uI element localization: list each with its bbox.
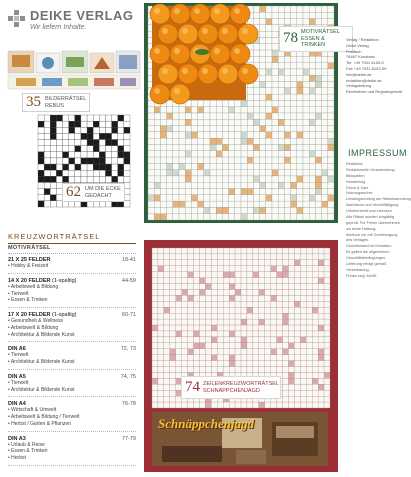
contact-line: info@deike.de — [346, 71, 372, 77]
page-number: 74 — [185, 379, 200, 395]
category-name: 14 X 20 FELDER — [8, 277, 51, 284]
oranges-photo — [152, 6, 246, 100]
category-pages: 74, 75 — [120, 373, 136, 380]
contact-line: Postfach — [346, 48, 362, 54]
impressum-line: Gerichtsstand ist Konstanz. — [346, 244, 393, 249]
page-label-line: ZEILENKREUZWORTRÄTSEL — [203, 380, 279, 387]
impressum-line: Redaktionelle Verantwortung — [346, 167, 395, 172]
impressum-line: Lieferung erfolgt gemäß — [346, 261, 387, 266]
category-subitem: • Arbeitswelt & Bildung / Tierwelt — [8, 414, 80, 420]
page-label-line: ESSEN & TRINKEN — [301, 35, 326, 49]
page-label-line: REBUS — [45, 102, 64, 109]
page-number: 62 — [66, 184, 81, 200]
impressum-line: wir keine Haftung. — [346, 226, 377, 231]
impressum-line: Vereinbarung. — [346, 267, 370, 272]
impressum-line: Urheberrecht und Lizenzen — [346, 209, 392, 213]
page-label-motivraetsel[interactable] — [279, 26, 353, 52]
impressum-line: Alle Rätsel wurden sorgfältig — [346, 214, 395, 219]
category-pages: 60-71 — [121, 312, 136, 318]
category-item[interactable] — [8, 436, 136, 466]
category-subitem: • Arbeitswelt & Bildung — [8, 324, 59, 331]
bargain-photo — [152, 412, 328, 466]
impressum-line: Abdruck nur mit Genehmigung — [346, 232, 398, 237]
category-subitem: • Tierwelt — [8, 352, 29, 359]
category-pages: 77-79 — [121, 435, 136, 442]
category-subitem: • Tierwelt — [8, 379, 29, 386]
contact-line: Tel. +49 7531 8153-0 — [346, 60, 384, 66]
page-number: 35 — [26, 94, 41, 110]
category-subitem: • Herbst / Garten & Pflanzen — [8, 420, 71, 427]
page-label-zeilenkreuzwort[interactable] — [181, 376, 281, 399]
contact-line: Verlagsleitung — [346, 83, 372, 89]
page-label-line: BILDERRÄTSEL — [45, 96, 87, 103]
contact-line: Verlag / Redaktion — [346, 37, 379, 42]
category-item[interactable] — [8, 401, 136, 431]
page-label-line: MOTIVRÄTSEL — [301, 29, 340, 35]
page-label-line: UM DIE ECKE — [85, 186, 121, 193]
contact-line: Rechtsform und Registergericht — [346, 89, 403, 95]
page-label-um-die-ecke[interactable] — [62, 183, 125, 202]
category-subitem: • Essen & Trinken — [8, 297, 48, 304]
contact-line: Fax +49 7531 8153-99 — [346, 65, 387, 71]
category-listing — [8, 245, 136, 470]
impressum-line: Redaktion — [346, 162, 364, 166]
section-title: KREUZWORTRÄTSEL — [8, 232, 136, 244]
category-note: (1-spaltig) — [52, 277, 77, 284]
category-pages: 18-41 — [121, 257, 136, 263]
impressum-line: Nutzungsrechte — [346, 191, 373, 196]
category-name: DIN A4 — [8, 401, 26, 408]
category-pages: 76-78 — [121, 401, 136, 408]
category-name: DIN A3 — [8, 435, 26, 442]
impressum-line: Nachdruck und Vervielfältigung — [346, 203, 399, 208]
category-subitem: • Gesundheit & Wellness — [8, 318, 64, 324]
category-subitem: • Arbeitswelt & Bildung — [8, 283, 59, 290]
impressum-body — [346, 162, 411, 474]
category-pages: 44-59 — [121, 277, 136, 284]
page-label-bilderraetsel[interactable] — [22, 93, 90, 112]
contact-line: redaktion@deike.de — [346, 77, 382, 83]
category-name: DIN A6 — [8, 346, 26, 353]
impressum-line: geprüft. Für Fehler übernehmen — [346, 220, 400, 225]
category-subitem: • Herbst — [8, 455, 26, 461]
category-name: DIN A5 — [8, 373, 26, 380]
publisher-tagline: Wir liefern Inhalte. — [30, 24, 87, 31]
category-item[interactable] — [8, 346, 136, 370]
impressum-line: Druck & Satz — [346, 185, 369, 190]
category-pages: 72, 73 — [120, 346, 136, 353]
category-item[interactable] — [8, 312, 136, 342]
impressum-line: des Verlages. — [346, 238, 370, 243]
category-subitem: • Wirtschaft & Umwelt — [8, 407, 57, 414]
category-note: (1-spaltig) — [52, 312, 77, 318]
category-subitem: • Architektur & Bildende Kunst — [8, 331, 75, 338]
category-subitem: • Urlaub & Reise — [8, 441, 45, 448]
category-subitem: • Tierwelt — [8, 290, 29, 297]
publisher-logo[interactable] — [8, 7, 148, 37]
impressum-line: Herstellung — [346, 179, 366, 184]
impressum-line: Bildquellen — [346, 173, 365, 178]
category-item[interactable] — [8, 374, 136, 398]
category-subitem: • Architektur & Bildende Kunst — [8, 359, 75, 365]
logo-mark-icon — [8, 10, 26, 28]
category-item[interactable] — [8, 278, 136, 308]
category-name: 17 X 20 FELDER — [8, 312, 51, 318]
impressum-title: IMPRESSUM — [348, 148, 408, 158]
category-subitem: • Essen & Trinken — [8, 448, 48, 455]
category-heading: MOTIVRÄTSEL — [8, 245, 136, 254]
impressum-line: Geschäftsbedingungen. — [346, 256, 387, 260]
rebus-thumbnails — [8, 49, 140, 91]
category-item[interactable] — [8, 257, 136, 274]
page-number: 78 — [283, 30, 298, 47]
category-subitem: • Hobby & Freizeit — [8, 263, 49, 269]
contact-line: 78467 Konstanz — [346, 54, 375, 60]
category-subitem: • Architektur & Bildende Kunst — [8, 386, 75, 393]
impressum-line: Preise zzgl. MwSt. — [346, 273, 378, 278]
category-name: 21 X 25 FELDER — [8, 257, 51, 263]
impressum-line: Leistungsumfang der Rätselsammlung — [346, 197, 411, 202]
bargain-title: Schnäppchenjagd — [158, 416, 255, 431]
page-label-line: SCHNÄPPCHENJAGD — [203, 387, 260, 394]
publisher-name: DEIKE VERLAG — [30, 8, 134, 23]
page-label-line: GEDACHT — [85, 192, 112, 199]
contact-block — [346, 37, 403, 95]
contact-line: Deike Verlag — [346, 42, 369, 48]
impressum-line: Es gelten die allgemeinen — [346, 250, 390, 255]
